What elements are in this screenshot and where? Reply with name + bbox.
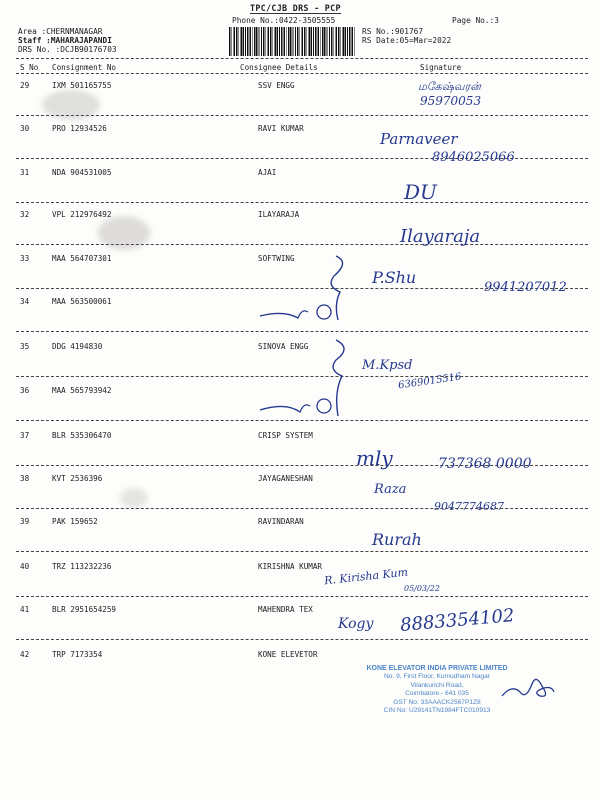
row-consignment: IXM 501165755 xyxy=(52,81,112,90)
table-row xyxy=(0,474,600,514)
signature-33-name: P.Shu xyxy=(372,268,417,287)
row-consignee: RAVI KUMAR xyxy=(258,124,304,133)
drs-number: DRS No. :DCJB90176703 xyxy=(18,45,117,54)
signature-35-phone: 6369015516 xyxy=(397,371,463,392)
area-label: Area :CHERNMANAGAR xyxy=(18,27,103,36)
column-header-signature: Signature xyxy=(420,63,462,72)
row-consignee: KIRISHNA KUMAR xyxy=(258,562,323,571)
row-consignment: NDA 904531005 xyxy=(52,168,112,177)
row-consignee: JAYAGANESHAN xyxy=(258,474,313,483)
circle-mark-34 xyxy=(317,305,331,319)
row-consignee: CRISP SYSTEM xyxy=(258,431,313,440)
stamp-line1: No. 9, First Floor, Kumudham Nagar xyxy=(384,673,490,681)
row-consignment: MAA 563500061 xyxy=(52,297,112,306)
row-rule xyxy=(16,202,588,203)
fingerprint-smudge xyxy=(42,90,100,120)
row-consignment: PRO 12934526 xyxy=(52,124,107,133)
table-row xyxy=(0,210,600,250)
signature-39: Rurah xyxy=(372,530,422,549)
signature-38-name: Raza xyxy=(374,482,407,497)
stamp-signature-scribble xyxy=(498,670,558,702)
barcode-image xyxy=(229,27,355,56)
signature-32: Ilayaraja xyxy=(400,226,481,247)
row-consignee: MAHENDRA TEX xyxy=(258,605,313,614)
signature-38-phone: 9047774687 xyxy=(434,500,504,513)
circle-mark-36 xyxy=(317,399,331,413)
row-consignment: DDG 4194830 xyxy=(52,342,103,351)
header-rule-bottom xyxy=(16,73,588,74)
page-number: Page No.:3 xyxy=(452,16,499,25)
row-consignment: BLR 2951654259 xyxy=(52,605,117,614)
signature-30-phone: 8946025066 xyxy=(432,150,515,165)
signature-35-name: M.Kpsd xyxy=(362,358,413,373)
row-sno: 38 xyxy=(20,474,30,483)
row-sno: 33 xyxy=(20,254,30,263)
row-sno: 42 xyxy=(20,650,30,659)
row-sno: 41 xyxy=(20,605,30,614)
row-rule xyxy=(16,115,588,116)
table-row xyxy=(0,517,600,557)
row-sno: 40 xyxy=(20,562,30,571)
stamp-company: KONE ELEVATOR INDIA PRIVATE LIMITED xyxy=(366,665,508,672)
row-sno: 36 xyxy=(20,386,30,395)
column-header-sno: S No xyxy=(20,63,39,72)
tick-mark-36 xyxy=(260,405,310,412)
row-consignee: KONE ELEVETOR xyxy=(258,650,318,659)
row-sno: 35 xyxy=(20,342,30,351)
signature-37-name: mly xyxy=(356,446,393,470)
row-consignment: MAA 565793942 xyxy=(52,386,112,395)
row-consignment: MAA 564707301 xyxy=(52,254,112,263)
row-consignee: RAVINDARAN xyxy=(258,517,304,526)
signature-40-date: 05/03/22 xyxy=(404,584,440,593)
row-consignment: PAK 159652 xyxy=(52,517,98,526)
row-consignee: SINOVA ENGG xyxy=(258,342,309,351)
signature-41-name: Kogy xyxy=(338,616,374,632)
row-rule xyxy=(16,639,588,640)
row-sno: 37 xyxy=(20,431,30,440)
signature-37-phone: 737368 0000 xyxy=(438,456,532,472)
row-rule xyxy=(16,551,588,552)
row-sno: 31 xyxy=(20,168,30,177)
stamp-line2: Vilankurichi Road, xyxy=(410,681,464,689)
row-sno: 32 xyxy=(20,210,30,219)
header-rule-top xyxy=(16,58,588,59)
row-rule xyxy=(16,244,588,245)
row-consignee: AJAI xyxy=(258,168,277,177)
signature-30-name: Parnaveer xyxy=(380,130,458,148)
fingerprint-smudge xyxy=(120,488,148,508)
table-row xyxy=(0,168,600,208)
row-consignment: VPL 212976492 xyxy=(52,210,112,219)
row-sno: 39 xyxy=(20,517,30,526)
signature-41-phone: 8883354102 xyxy=(399,605,516,636)
signature-29-phone: 95970053 xyxy=(420,94,482,108)
fingerprint-smudge xyxy=(98,216,150,250)
stamp-cin: CIN No: U29141TN1984FTC010913 xyxy=(383,707,491,715)
row-consignment: KVT 2536396 xyxy=(52,474,103,483)
row-sno: 30 xyxy=(20,124,30,133)
column-header-consignee: Consignee Details xyxy=(240,63,318,72)
stamp-gst: GST No: 33AAACK2567P1Z8 xyxy=(393,698,481,706)
row-consignment: TRP 7173354 xyxy=(52,650,103,659)
rs-number: RS No.:901767 xyxy=(362,27,424,36)
row-consignee: SOFTWING xyxy=(258,254,295,263)
row-sno: 29 xyxy=(20,81,30,90)
row-rule xyxy=(16,596,588,597)
staff-label: Staff :MAHARAJAPANDI xyxy=(18,36,112,45)
sheet-title: TPC/CJB DRS - PCP xyxy=(250,3,341,13)
table-row xyxy=(0,562,600,602)
signature-40-name: R. Kirisha Kum xyxy=(323,565,409,588)
signature-33-phone: 9941207012 xyxy=(484,280,567,295)
stamp-line3: Coimbatore - 641 035 xyxy=(405,690,469,698)
row-consignment: BLR 535306470 xyxy=(52,431,112,440)
tick-mark-34 xyxy=(260,311,308,318)
brace-lower xyxy=(333,340,344,416)
scribble-stroke xyxy=(502,679,554,696)
row-consignment: TRZ 113232236 xyxy=(52,562,112,571)
signature-31: DU xyxy=(404,180,437,204)
row-consignee: SSV ENGG xyxy=(258,81,295,90)
signature-29-name: மகேஷ்வரன் xyxy=(418,80,481,93)
column-header-consignment: Consignment No xyxy=(52,63,117,72)
row-sno: 34 xyxy=(20,297,30,306)
rs-date: RS Date:05=Mar=2022 xyxy=(362,36,452,45)
brace-upper xyxy=(331,256,342,320)
row-consignee: ILAYARAJA xyxy=(258,210,300,219)
phone-number: Phone No.:0422-3505555 xyxy=(232,16,336,25)
